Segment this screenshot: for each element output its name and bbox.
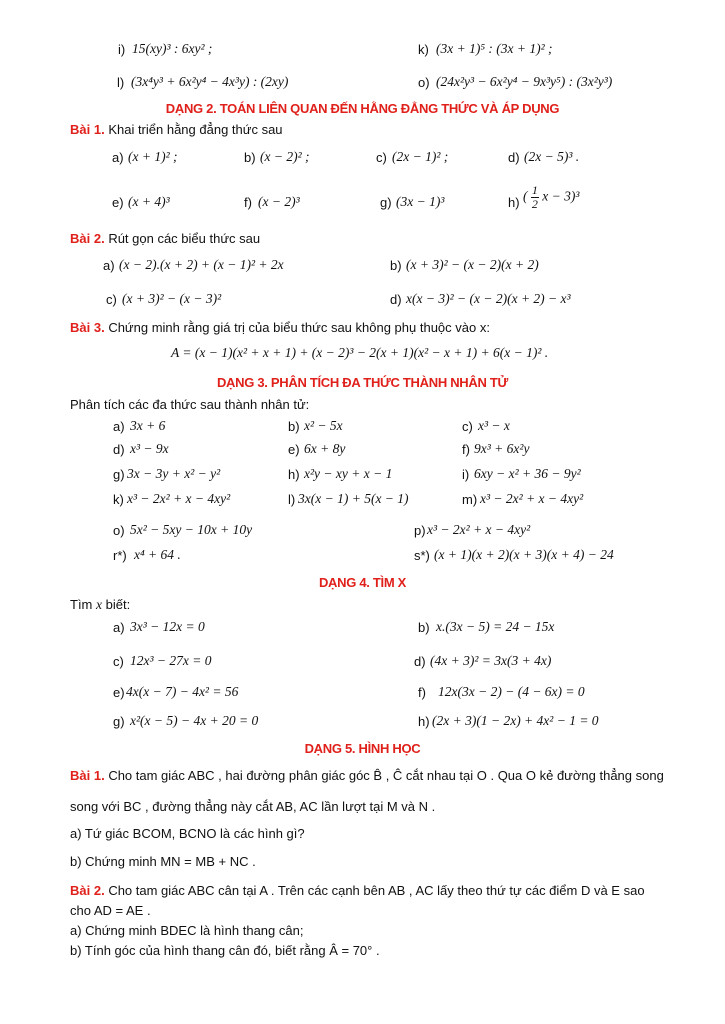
d4-c-expr: 12x³ − 27x = 0	[130, 653, 212, 668]
d2b1-d-label: d)	[508, 150, 520, 165]
h-rest: x − 3)³	[542, 188, 580, 204]
d2b2-a-label: a)	[103, 258, 115, 273]
d2b1-g-expr: (3x − 1)³	[396, 194, 445, 209]
bai1-tag: Bài 1.	[70, 122, 105, 137]
d2b1-f-expr: (x − 2)³	[258, 194, 300, 209]
d3-i-label: i)	[462, 467, 470, 482]
d3-g-label: g)	[113, 467, 125, 482]
d4-h-expr: (2x + 3)(1 − 2x) + 4x² − 1 = 0	[432, 713, 599, 728]
bai2-text: Rút gọn các biểu thức sau	[108, 231, 261, 246]
d2b1-d-expr: (2x − 5)³ .	[524, 149, 580, 164]
d4-a-label: a)	[113, 620, 125, 635]
d4-d-expr: (4x + 3)² = 3x(3 + 4x)	[430, 653, 552, 668]
geo-bai1-b: b) Chứng minh MN = MB + NC .	[70, 854, 256, 869]
bai1-line	[70, 122, 283, 137]
dang3-intro: Phân tích các đa thức sau thành nhân tử:	[70, 397, 310, 412]
geo-bai2-b: b) Tính góc của hình thang cân đó, biết rằng Â = 70° .	[70, 943, 380, 958]
dang4-intro-pre: Tìm	[70, 597, 93, 612]
d4-e-expr: 4x(x − 7) − 4x² = 56	[126, 684, 239, 699]
d2b1-f-label: f)	[244, 195, 252, 210]
d3-i-expr: 6xy − x² + 36 − 9y²	[474, 466, 581, 481]
d3-m-label: m)	[462, 492, 478, 507]
d2b1-a-label: a)	[112, 150, 124, 165]
bai3-tag: Bài 3.	[70, 320, 105, 335]
section-title-dang2: DẠNG 2. TOÁN LIÊN QUAN ĐẾN HẰNG ĐẲNG THỨC VÀ ÁP DỤNG	[165, 101, 560, 116]
d3-f-label: f)	[462, 442, 470, 457]
section-title-dang3: DẠNG 3. PHÂN TÍCH ĐA THỨC THÀNH NHÂN TỬ	[216, 375, 509, 390]
bai2-tag: Bài 2.	[70, 231, 105, 246]
geo-bai2-line1	[70, 883, 645, 898]
d2b1-e-label: e)	[112, 195, 124, 210]
d4-d-label: d)	[414, 654, 426, 669]
d4-c-label: c)	[113, 654, 124, 669]
d2b1-g-label: g)	[380, 195, 392, 210]
d3-h-expr: x²y − xy + x − 1	[304, 466, 393, 481]
geo-bai2-line2: cho AD = AE .	[70, 903, 151, 918]
d4-f-expr: 12x(3x − 2) − (4 − 6x) = 0	[438, 684, 585, 699]
d3-l-expr: 3x(x − 1) + 5(x − 1)	[298, 491, 409, 506]
d2b1-b-label: b)	[244, 150, 256, 165]
d2b1-h-label: h)	[508, 195, 520, 210]
h-open-paren: (	[523, 188, 528, 204]
d3-k-expr: x³ − 2x² + x − 4xy²	[127, 491, 231, 506]
d3-b-label: b)	[288, 419, 300, 434]
item-o-expr: (24x²y³ − 6x²y⁴ − 9x³y⁵) : (3x²y³)	[436, 74, 613, 89]
geo-bai1-line2: song với BC , đường thẳng này cắt AB, AC lần lượt tại M và N .	[70, 799, 436, 814]
dang4-intro	[70, 597, 130, 613]
d3-d-expr: x³ − 9x	[130, 441, 169, 456]
d3-e-expr: 6x + 8y	[304, 441, 346, 456]
d3-g-expr: 3x − 3y + x² − y²	[127, 466, 221, 481]
d2b1-e-expr: (x + 4)³	[128, 194, 170, 209]
d4-a-expr: 3x³ − 12x = 0	[130, 619, 205, 634]
d2b2-c-expr: (x + 3)² − (x − 3)²	[122, 291, 222, 306]
dang4-intro-post: biết:	[105, 597, 131, 612]
item-k-label: k)	[418, 42, 429, 57]
bai3-text: Chứng minh rằng giá trị của biểu thức sau không phụ thuộc vào x:	[108, 320, 490, 335]
d3-d-label: d)	[113, 442, 125, 457]
d3-a-label: a)	[113, 419, 125, 434]
d2b2-a-expr: (x − 2).(x + 2) + (x − 1)² + 2x	[119, 257, 284, 272]
dang4-intro-var: x	[96, 597, 103, 612]
d3-k-label: k)	[113, 492, 124, 507]
d3-m-expr: x³ − 2x² + x − 4xy²	[480, 491, 584, 506]
d3-b-expr: x² − 5x	[304, 418, 343, 433]
d4-h-label: h)	[418, 714, 430, 729]
geo-bai1-a: a) Tứ giác BCOM, BCNO là các hình gì?	[70, 826, 305, 841]
bai2-line	[70, 231, 260, 246]
d4-g-expr: x²(x − 5) − 4x + 20 = 0	[130, 713, 259, 728]
section-title-dang5: DẠNG 5. HÌNH HỌC	[304, 741, 421, 756]
item-l-expr: (3x⁴y³ + 6x²y⁴ − 4x³y) : (2xy)	[131, 74, 289, 89]
bai1-text: Khai triển hằng đẳng thức sau	[108, 122, 283, 137]
d3-o-expr: 5x² − 5xy − 10x + 10y	[130, 522, 253, 537]
d2b2-c-label: c)	[106, 292, 117, 307]
bai3-line	[70, 320, 490, 335]
geo-bai1-tag: Bài 1.	[70, 768, 105, 783]
d3-s-expr: (x + 1)(x + 2)(x + 3)(x + 4) − 24	[434, 547, 614, 562]
d3-e-label: e)	[288, 442, 300, 457]
d3-r-expr: x⁴ + 64 .	[134, 547, 181, 562]
d2b1-a-expr: (x + 1)² ;	[128, 149, 178, 164]
d2b2-b-label: b)	[390, 258, 402, 273]
geo-bai1-line1	[70, 768, 664, 783]
geo-bai2-text1: Cho tam giác ABC cân tại A . Trên các cạnh bên AB , AC lấy theo thứ tự các điểm D và E sao	[108, 883, 645, 898]
d2b1-c-label: c)	[376, 150, 387, 165]
bai3-expression: A = (x − 1)(x² + x + 1) + (x − 2)³ − 2(x + 1)(x² − x + 1) + 6(x − 1)² .	[171, 345, 549, 360]
d2b2-d-expr: x(x − 3)² − (x − 2)(x + 2) − x³	[406, 291, 571, 306]
d3-s-label: s*)	[414, 548, 430, 563]
geo-bai2-tag: Bài 2.	[70, 883, 105, 898]
d2b1-c-expr: (2x − 1)² ;	[392, 149, 449, 164]
d2b2-b-expr: (x + 3)² − (x − 2)(x + 2)	[406, 257, 539, 272]
item-l-label: l)	[117, 75, 125, 90]
d4-g-label: g)	[113, 714, 125, 729]
d3-l-label: l)	[288, 492, 296, 507]
item-i-expr: 15(xy)³ : 6xy² ;	[132, 41, 213, 56]
section-title-dang4: DẠNG 4. TÌM X	[318, 575, 407, 590]
d4-b-label: b)	[418, 620, 430, 635]
item-o-label: o)	[418, 75, 430, 90]
d4-f-label: f)	[418, 685, 426, 700]
d3-r-label: r*)	[113, 548, 127, 563]
d2b1-b-expr: (x − 2)² ;	[260, 149, 310, 164]
h-frac-num: 1	[531, 183, 538, 197]
d4-b-expr: x.(3x − 5) = 24 − 15x	[436, 619, 555, 634]
d3-p-expr: x³ − 2x² + x − 4xy²	[427, 522, 531, 537]
d3-o-label: o)	[113, 523, 125, 538]
d3-f-expr: 9x³ + 6x²y	[474, 441, 530, 456]
geo-bai2-a: a) Chứng minh BDEC là hình thang cân;	[70, 923, 304, 938]
d2b1-h-expr	[523, 184, 579, 211]
d3-h-label: h)	[288, 467, 300, 482]
d3-a-expr: 3x + 6	[130, 418, 166, 433]
d2b2-d-label: d)	[390, 292, 402, 307]
item-i-label: i)	[118, 42, 126, 57]
h-fraction	[531, 184, 539, 211]
geo-bai1-text1: Cho tam giác ABC , hai đường phân giác góc B̂ , Ĉ cắt nhau tại O . Qua O kẻ đường thẳng song	[108, 768, 664, 783]
d3-c-label: c)	[462, 419, 473, 434]
d4-e-label: e)	[113, 685, 125, 700]
d3-p-label: p)	[414, 523, 426, 538]
d3-c-expr: x³ − x	[478, 418, 510, 433]
item-k-expr: (3x + 1)⁵ : (3x + 1)² ;	[436, 41, 553, 56]
h-frac-den: 2	[531, 197, 538, 211]
